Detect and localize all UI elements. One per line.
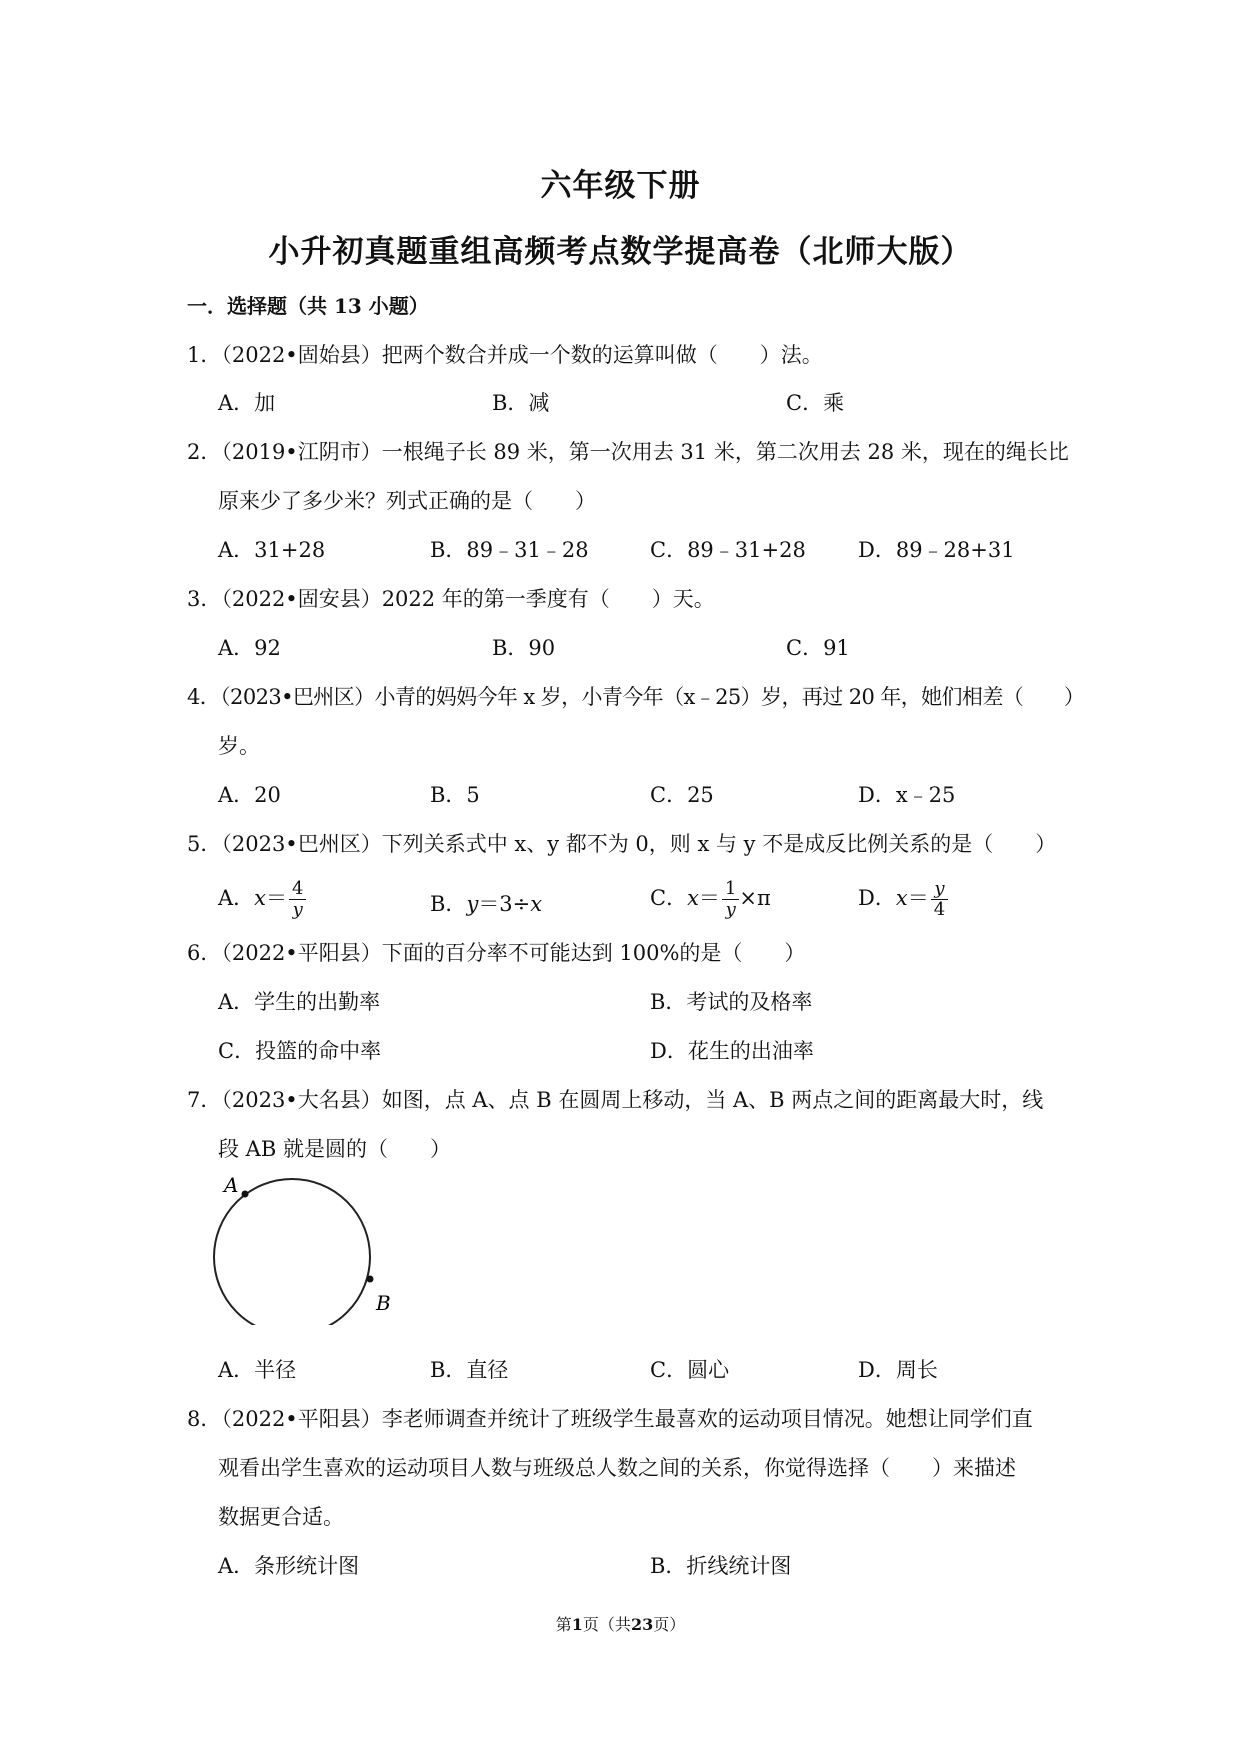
q3-option-a: A．92	[218, 636, 281, 660]
fraction: $\frac{y}{4}$	[931, 880, 948, 919]
q7-option-a: A．半径	[218, 1358, 297, 1382]
q6-option-d: D．花生的出油率	[650, 1039, 814, 1063]
q1-option-b: B．减	[492, 391, 550, 415]
question-6-text: 6．（2022•平阳县）下面的百分率不可能达到 100%的是（ ）	[187, 941, 806, 965]
document-subtitle: 小升初真题重组高频考点数学提高卷（北师大版）	[268, 234, 973, 270]
question-7-text-line1: 7．（2023•大名县）如图，点 A、点 B 在圆周上移动，当 A、B 两点之间的距离最大时，线	[187, 1088, 1044, 1112]
q7-option-c: C．圆心	[650, 1358, 730, 1382]
q2-option-c: C．89﹣31+28	[650, 538, 806, 562]
q4-option-c: C．25	[650, 783, 714, 807]
current-page-number: 1	[571, 1615, 583, 1634]
q2-option-a: A．31+28	[218, 538, 326, 562]
q4-option-a: A．20	[218, 783, 281, 807]
fraction: $\frac{1}{y}$	[722, 880, 739, 919]
question-8-text-line3: 数据更合适。	[218, 1505, 344, 1529]
q5-option-d: D．x＝ $\frac{y}{4}$	[858, 880, 948, 919]
q7-option-b: B．直径	[430, 1358, 509, 1382]
fraction: $\frac{4}{y}$	[289, 880, 306, 919]
circle-figure	[212, 1175, 402, 1325]
question-3-text: 3．（2022•固安县）2022 年的第一季度有（ ）天。	[187, 587, 715, 611]
q8-option-b: B．折线统计图	[650, 1554, 792, 1578]
question-5-text: 5．（2023•巴州区）下列关系式中 x、y 都不为 0，则 x 与 y 不是成反比例关系的是（ ）	[187, 832, 1057, 856]
circle-outline	[214, 1179, 370, 1325]
question-8-text-line1: 8．（2022•平阳县）李老师调查并统计了班级学生最喜欢的运动项目情况。她想让同学们直	[187, 1407, 1033, 1431]
section-heading: 一．选择题（共 13 小题）	[187, 294, 429, 318]
q4-option-d: D．x﹣25	[858, 783, 956, 807]
question-2-text-line2: 原来少了多少米？列式正确的是（ ）	[218, 489, 596, 513]
q1-option-a: A．加	[218, 391, 276, 415]
q8-option-a: A．条形统计图	[218, 1554, 360, 1578]
question-1-text: 1．（2022•固始县）把两个数合并成一个数的运算叫做（ ）法。	[187, 343, 823, 367]
q3-option-c: C．91	[786, 636, 850, 660]
point-a-label: A	[224, 1175, 239, 1197]
q7-option-d: D．周长	[858, 1358, 938, 1382]
q5-option-b: B．y＝3÷x	[430, 892, 543, 916]
q6-option-a: A．学生的出勤率	[218, 990, 381, 1014]
point-b-label: B	[376, 1291, 391, 1315]
q5-option-c: C．x＝ $\frac{1}{y}$ ×π	[650, 878, 771, 920]
q3-option-b: B．90	[492, 636, 556, 660]
document-title: 六年级下册	[540, 168, 701, 204]
question-8-text-line2: 观看出学生喜欢的运动项目人数与班级总人数之间的关系，你觉得选择（ ）来描述	[218, 1456, 1016, 1480]
point-b-dot	[367, 1276, 374, 1283]
question-4-text-line1: 4．（2023•巴州区）小青的妈妈今年 x 岁，小青今年（x﹣25）岁，再过 20 年，她们相差（ ）	[187, 685, 1085, 709]
question-4-text-line2: 岁。	[218, 734, 260, 758]
point-a-dot	[242, 1191, 249, 1198]
q2-option-d: D．89﹣28+31	[858, 538, 1015, 562]
q1-option-c: C．乘	[786, 391, 845, 415]
q5-option-a: A．x＝ $\frac{4}{y}$	[218, 880, 306, 919]
question-2-text-line1: 2．（2019•江阴市）一根绳子长 89 米，第一次用去 31 米，第二次用去 28 米，现在的绳长比	[187, 440, 1069, 464]
total-pages: 23	[630, 1615, 654, 1634]
q4-option-b: B．5	[430, 783, 480, 807]
page-footer: 第1页（共23页）	[555, 1615, 686, 1634]
q6-option-b: B．考试的及格率	[650, 990, 813, 1014]
q2-option-b: B．89﹣31﹣28	[430, 538, 589, 562]
question-7-text-line2: 段 AB 就是圆的（ ）	[218, 1137, 451, 1161]
q6-option-c: C．投篮的命中率	[218, 1039, 382, 1063]
